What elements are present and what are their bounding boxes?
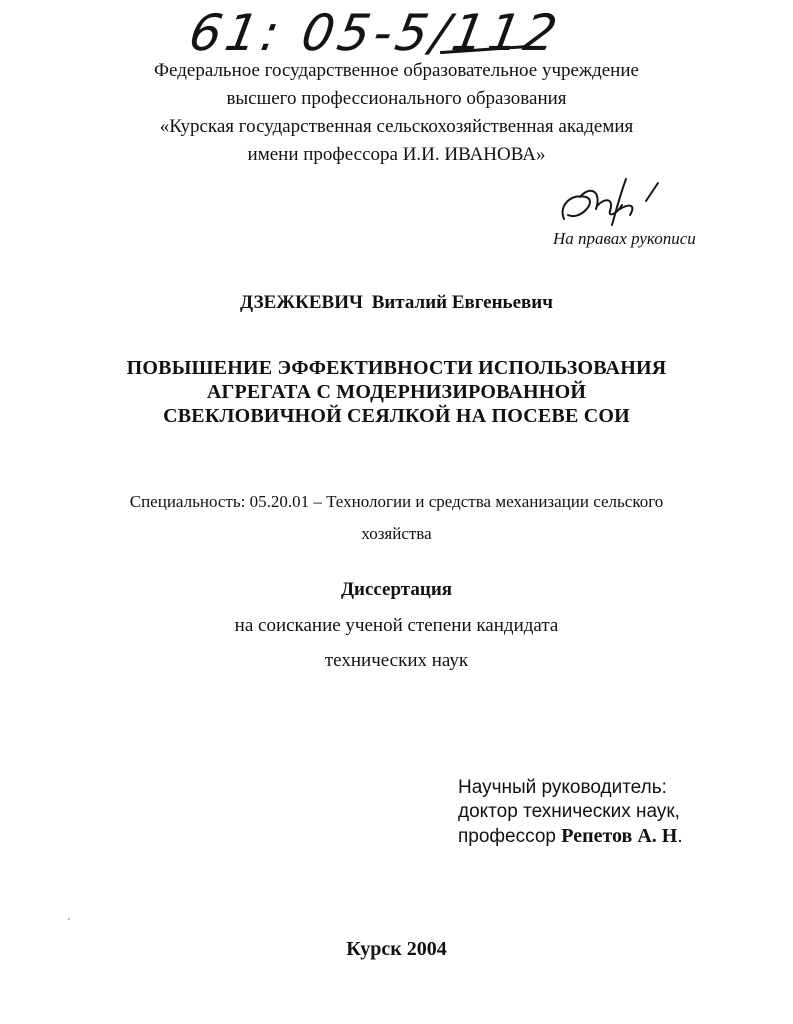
dissertation-title (0, 356, 793, 428)
registration-code: 61: 05-5/112 (184, 4, 566, 62)
title-line-1: ПОВЫШЕНИЕ ЭФФЕКТИВНОСТИ ИСПОЛЬЗОВАНИЯ (126, 357, 667, 379)
supervisor-block (458, 776, 683, 849)
specialty (0, 486, 793, 550)
supervisor-title: профессор (458, 826, 556, 847)
supervisor-suffix: . (677, 826, 683, 847)
title-line-3: СВЕКЛОВИЧНОЙ СЕЯЛКОЙ НА ПОСЕВЕ СОИ (163, 405, 630, 427)
specialty-line-1: Специальность: 05.20.01 – Технологии и средства механизации сельского (129, 492, 664, 511)
supervisor-degree: доктор технических наук, (458, 801, 680, 822)
institution-line-4: имени профессора И.И. ИВАНОВА» (247, 144, 546, 165)
supervisor-line (458, 824, 683, 849)
author-surname: ДЗЕЖКЕВИЧ (240, 292, 363, 313)
supervisor-name: Репетов А. Н (561, 825, 678, 847)
institution-header (0, 57, 793, 169)
dissertation-heading: Диссертация (340, 579, 453, 600)
author-name: Виталий Евгеньевич (371, 292, 553, 313)
city-year: Курск 2004 (346, 938, 447, 960)
scan-speck (68, 918, 70, 920)
supervisor-label: Научный руководитель: (458, 777, 667, 798)
title-line-2: АГРЕГАТА С МОДЕРНИЗИРОВАННОЙ (206, 381, 587, 403)
institution-line-3: «Курская государственная сельскохозяйственная академия (159, 116, 634, 137)
dissertation-line-2: технических наук (324, 650, 469, 671)
author (0, 292, 793, 314)
institution-line-2: высшего профессионального образования (226, 88, 567, 109)
institution-line-1: Федеральное государственное образовательное учреждение (154, 60, 639, 81)
manuscript-note: На правах рукописи (553, 229, 696, 248)
dissertation-line-1: на соискание ученой степени кандидата (234, 615, 559, 636)
signature (550, 175, 670, 235)
specialty-line-2: хозяйства (361, 524, 432, 543)
